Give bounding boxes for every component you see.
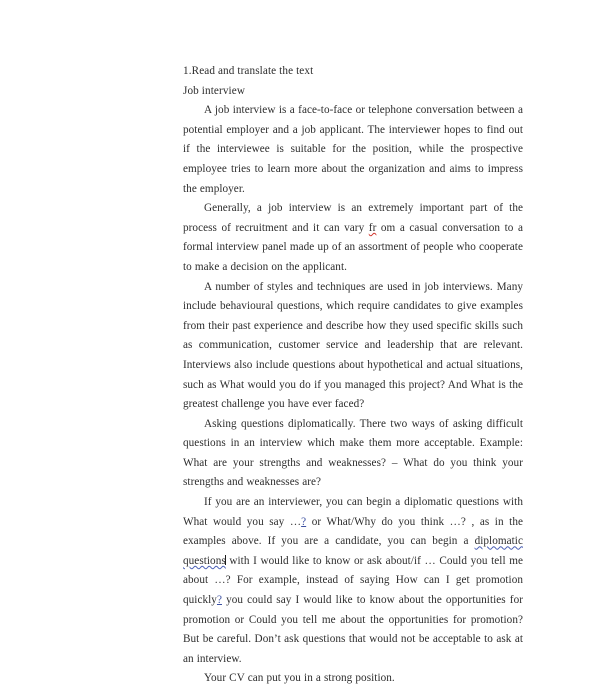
paragraph-cv-position: Your CV can put you in a strong position. [204,672,395,685]
paragraph-definition: A job interview is a face-to-face or telephone conversation between a potential employer and a job applicant. The interviewer hopes to find out if the interviewee is suitable for the position, while the prospective employee tries to learn more about the organization and aims to impress the employer. [183,104,523,195]
paragraph-styles-techniques: A number of styles and techniques are used in job interviews. Many include behavioural questions, which require candidates to give examples from their past experience and describe how they used specific skills such as communication, customer service and leadership that are relevant. Interviews also include questions about hypothetical and actual situations, such as What would you do if you managed this project? And What is the greatest challenge you have ever faced? [183,280,523,411]
grammar-flagged-phrase[interactable]: diplomatic questions [183,535,523,567]
grammar-marker-icon-first[interactable]: ? [301,515,307,528]
paragraph-recruitment-process [183,199,523,277]
paragraph-recruitment-text-a: Generally, a job interview is an extremely important part of the process of recruitment and it can vary [183,202,523,234]
paragraph-diplomatic-text-a: If you are an interviewer, you can begin a diplomatic questions with What would you say … [183,496,523,528]
heading-topic-line: Job interview [183,84,246,97]
spell-error-marker[interactable]: fr [368,221,377,234]
document-text-column [183,62,523,689]
paragraph-diplomatic-text-c: with I would like to know or ask about/if … Could you tell me about …? For example, instead of saying How can I get promotion quickly [183,554,523,607]
paragraph-diplomatic-text-b: or What/Why do you think …? , as in the examples above. If you are a candidate, you can begin a [183,515,523,548]
heading-task-line: 1.Read and translate the text [183,65,314,77]
paragraph-recruitment-text-b: om a casual conversation to a formal interview panel made up of an assortment of people who cooperate to make a decision on the applicant. [183,221,523,273]
grammar-marker-icon-second[interactable]: ? [216,594,222,607]
paragraph-diplomatic-text-d: you could say I would like to know about the opportunities for promotion or Could you tell me about the opportunities for promotion? But be careful. Don’t ask questions that would not be acceptable to ask at an interview. [183,594,523,665]
paragraph-diplomatic-questions [183,493,523,669]
paragraph-asking-diplomatically: Asking questions diplomatically. There two ways of asking difficult questions in an interview which make them more acceptable. Example: What are your strengths and weaknesses? – What do you think your strengths and weaknesses are? [183,417,523,489]
